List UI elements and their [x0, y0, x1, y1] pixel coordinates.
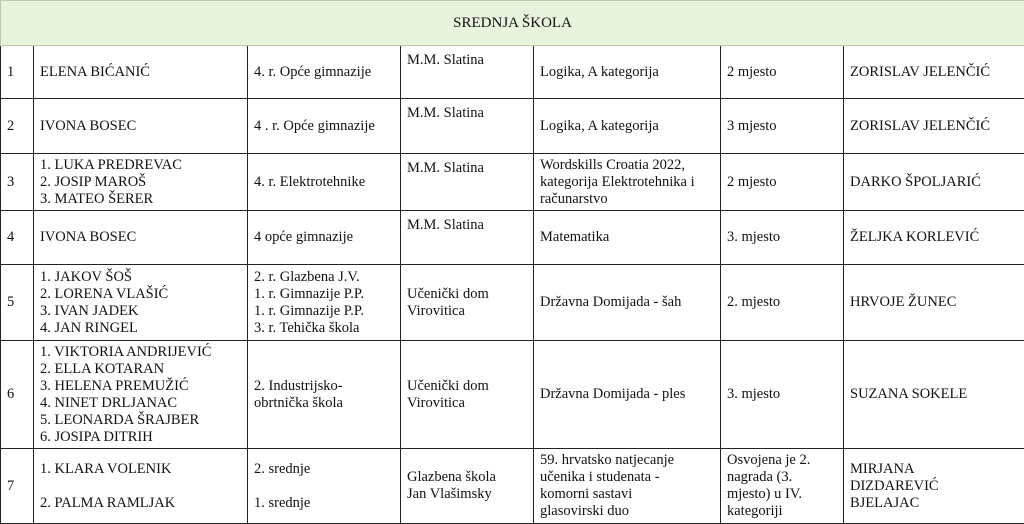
row-number-cell: 4	[1, 211, 34, 265]
cell-line: Glazbena škola	[407, 469, 527, 486]
cell-line: IVONA BOSEC	[40, 229, 241, 246]
mentor-cell	[844, 341, 1024, 449]
result-cell	[721, 211, 844, 265]
table-row	[1, 211, 1024, 265]
cell-line: komorni sastavi	[540, 486, 714, 503]
grade-cell	[248, 265, 401, 341]
cell-line: 2. LORENA VLAŠIĆ	[40, 286, 241, 303]
mentor-cell	[844, 154, 1024, 211]
table-row	[1, 341, 1024, 449]
cell-line: 4 . r. Opće gimnazije	[254, 118, 394, 135]
cell-line: SUZANA SOKELE	[850, 386, 1018, 403]
cell-line: 59. hrvatsko natjecanje	[540, 452, 714, 469]
row-number-cell: 2	[1, 99, 34, 154]
cell-line: Logika, A kategorija	[540, 64, 714, 81]
school-cell	[401, 154, 534, 211]
school-cell	[401, 99, 534, 154]
result-cell	[721, 449, 844, 524]
cell-line: 1. r. Gimnazije P.P.	[254, 303, 394, 320]
table-row	[1, 449, 1024, 524]
student-names-cell	[34, 211, 248, 265]
cell-line: HRVOJE ŽUNEC	[850, 294, 1018, 311]
cell-line	[40, 478, 241, 495]
cell-line: DIZDAREVIĆ	[850, 478, 1018, 495]
cell-line: Virovitica	[407, 303, 527, 320]
cell-line: 1. r. Gimnazije P.P.	[254, 286, 394, 303]
mentor-cell	[844, 46, 1024, 99]
cell-line: računarstvo	[540, 191, 714, 208]
cell-line: M.M. Slatina	[407, 52, 527, 69]
student-names-cell	[34, 46, 248, 99]
cell-line: M.M. Slatina	[407, 105, 527, 122]
result-cell	[721, 154, 844, 211]
student-names-cell	[34, 449, 248, 524]
competition-cell	[534, 341, 721, 449]
mentor-cell	[844, 99, 1024, 154]
cell-line: kategoriji	[727, 503, 837, 520]
competition-cell	[534, 154, 721, 211]
grade-cell	[248, 99, 401, 154]
cell-line: 3. r. Tehička škola	[254, 320, 394, 337]
student-names-cell	[34, 265, 248, 341]
cell-line: Državna Domijada - ples	[540, 386, 714, 403]
result-cell	[721, 99, 844, 154]
cell-line: Državna Domijada - šah	[540, 294, 714, 311]
grade-cell	[248, 449, 401, 524]
grade-cell	[248, 154, 401, 211]
school-cell	[401, 341, 534, 449]
cell-line: glasovirski duo	[540, 503, 714, 520]
cell-line: 3. mjesto	[727, 386, 837, 403]
cell-line: BJELAJAC	[850, 495, 1018, 512]
student-names-cell	[34, 99, 248, 154]
cell-line: 3 mjesto	[727, 118, 837, 135]
competition-cell	[534, 265, 721, 341]
row-number-cell: 5	[1, 265, 34, 341]
mentor-cell	[844, 211, 1024, 265]
cell-line: nagrada (3.	[727, 469, 837, 486]
grade-cell	[248, 46, 401, 99]
result-cell	[721, 46, 844, 99]
cell-line: MIRJANA	[850, 461, 1018, 478]
table-row	[1, 46, 1024, 99]
cell-line: ŽELJKA KORLEVIĆ	[850, 229, 1018, 246]
cell-line: 1. KLARA VOLENIK	[40, 461, 241, 478]
cell-line: 2 mjesto	[727, 174, 837, 191]
cell-line: Wordskills Croatia 2022,	[540, 157, 714, 174]
section-header-row	[1, 1, 1024, 46]
cell-line: Logika, A kategorija	[540, 118, 714, 135]
cell-line: Virovitica	[407, 395, 527, 412]
mentor-cell	[844, 265, 1024, 341]
cell-line: DARKO ŠPOLJARIĆ	[850, 174, 1018, 191]
school-cell	[401, 46, 534, 99]
cell-line: mjesto) u IV.	[727, 486, 837, 503]
student-names-cell	[34, 341, 248, 449]
cell-line: 2. PALMA RAMLJAK	[40, 495, 241, 512]
cell-line: ELENA BIĆANIĆ	[40, 64, 241, 81]
school-cell	[401, 449, 534, 524]
cell-line: 6. JOSIPA DITRIH	[40, 429, 241, 446]
cell-line: 3. HELENA PREMUŽIĆ	[40, 378, 241, 395]
cell-line: 5. LEONARDA ŠRAJBER	[40, 412, 241, 429]
section-title: SREDNJA ŠKOLA	[1, 1, 1024, 46]
cell-line: IVONA BOSEC	[40, 118, 241, 135]
result-cell	[721, 341, 844, 449]
cell-line: obrtnička škola	[254, 395, 394, 412]
cell-line: Matematika	[540, 229, 714, 246]
cell-line: 3. MATEO ŠERER	[40, 191, 241, 208]
row-number-cell: 3	[1, 154, 34, 211]
cell-line: 3. IVAN JADEK	[40, 303, 241, 320]
cell-line: 1. LUKA PREDREVAC	[40, 157, 241, 174]
cell-line: 1. VIKTORIA ANDRIJEVIĆ	[40, 344, 241, 361]
table-row	[1, 265, 1024, 341]
cell-line: 4. r. Elektrotehnike	[254, 174, 394, 191]
cell-line: kategorija Elektrotehnika i	[540, 174, 714, 191]
school-cell	[401, 211, 534, 265]
cell-line: M.M. Slatina	[407, 160, 527, 177]
grade-cell	[248, 341, 401, 449]
cell-line: 1. JAKOV ŠOŠ	[40, 269, 241, 286]
cell-line: 3. mjesto	[727, 229, 837, 246]
table-row	[1, 154, 1024, 211]
student-names-cell	[34, 154, 248, 211]
cell-line: Učenički dom	[407, 378, 527, 395]
cell-line: ZORISLAV JELENČIĆ	[850, 118, 1018, 135]
table-row	[1, 99, 1024, 154]
cell-line: 4 opće gimnazije	[254, 229, 394, 246]
cell-line: 2. r. Glazbena J.V.	[254, 269, 394, 286]
row-number-cell: 1	[1, 46, 34, 99]
row-number-cell: 7	[1, 449, 34, 524]
cell-line: Učenički dom	[407, 286, 527, 303]
cell-line: 2 mjesto	[727, 64, 837, 81]
row-number-cell: 6	[1, 341, 34, 449]
cell-line: 2. Industrijsko-	[254, 378, 394, 395]
cell-line: 2. ELLA KOTARAN	[40, 361, 241, 378]
cell-line: 4. r. Opće gimnazije	[254, 64, 394, 81]
competition-cell	[534, 99, 721, 154]
competition-cell	[534, 449, 721, 524]
competition-cell	[534, 46, 721, 99]
grade-cell	[248, 211, 401, 265]
cell-line: 4. JAN RINGEL	[40, 320, 241, 337]
cell-line: ZORISLAV JELENČIĆ	[850, 64, 1018, 81]
cell-line: učenika i studenata -	[540, 469, 714, 486]
cell-line: 2. JOSIP MAROŠ	[40, 174, 241, 191]
cell-line: Osvojena je 2.	[727, 452, 837, 469]
result-cell	[721, 265, 844, 341]
cell-line: 1. srednje	[254, 495, 394, 512]
school-cell	[401, 265, 534, 341]
cell-line: 4. NINET DRLJANAC	[40, 395, 241, 412]
cell-line: M.M. Slatina	[407, 217, 527, 234]
mentor-cell	[844, 449, 1024, 524]
competition-cell	[534, 211, 721, 265]
cell-line: 2. srednje	[254, 461, 394, 478]
cell-line	[254, 478, 394, 495]
cell-line: Jan Vlašimsky	[407, 486, 527, 503]
cell-line: 2. mjesto	[727, 294, 837, 311]
